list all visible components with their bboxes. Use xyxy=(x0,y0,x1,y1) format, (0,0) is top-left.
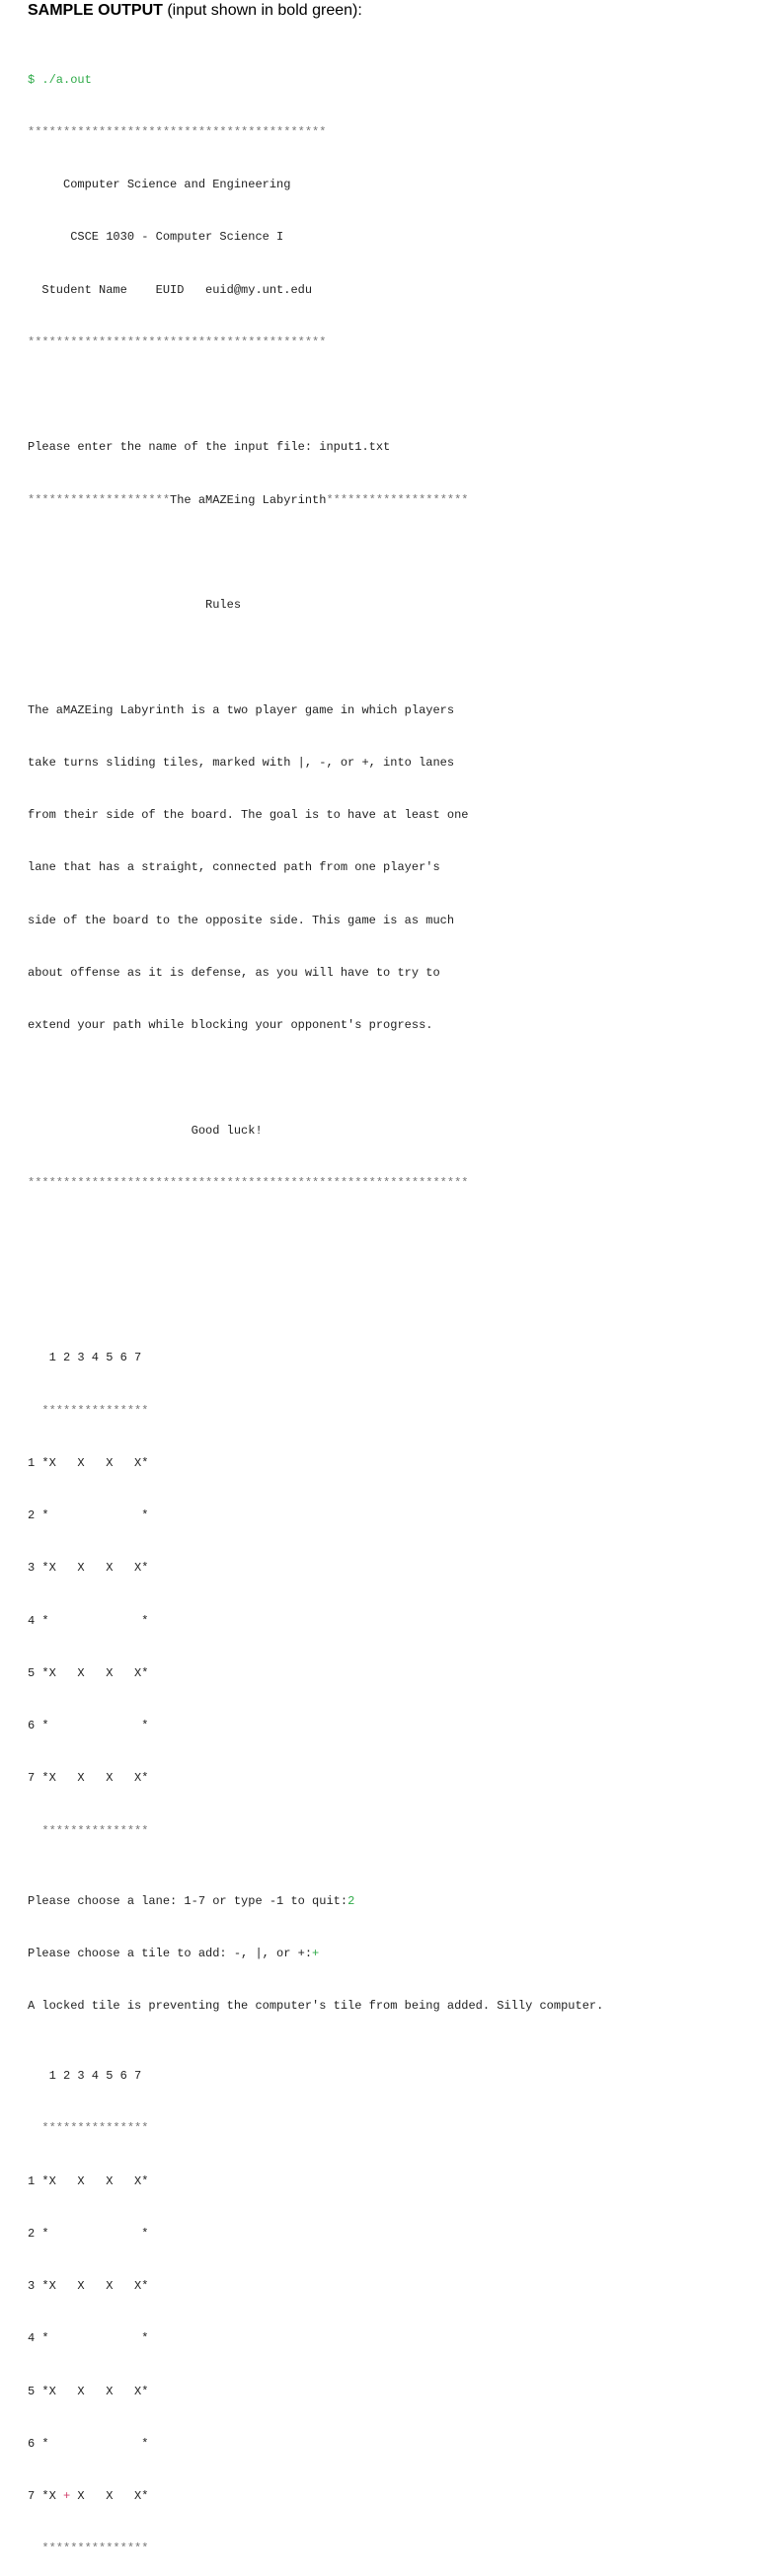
tile-input-value: + xyxy=(312,1946,320,1960)
board-1-row: 5 *X X X X* xyxy=(28,1665,149,1680)
added-plus-tile: + xyxy=(63,2489,71,2503)
rules-line: take turns sliding tiles, marked with |, -, or +, into lanes xyxy=(28,755,455,770)
rules-line: The aMAZEing Labyrinth is a two player game in which players xyxy=(28,702,455,717)
sample-output-heading xyxy=(28,2,362,20)
board-2-border-top: *************** xyxy=(28,2121,149,2136)
header-stars-top: ****************************************** xyxy=(28,124,327,139)
blank-line xyxy=(28,1069,603,1087)
game-title: The aMAZEing Labyrinth xyxy=(170,492,327,507)
header-line-1: Computer Science and Engineering xyxy=(28,178,291,191)
rules-line: about offense as it is defense, as you will have to try to xyxy=(28,965,440,980)
board-1-row: 1 *X X X X* xyxy=(28,1455,149,1470)
board-2-row: 4 * * xyxy=(28,2331,149,2346)
board-2-row-7 xyxy=(28,2488,603,2506)
rules-line: lane that has a straight, connected path from one player's xyxy=(28,860,440,875)
title-stars-right: ******************** xyxy=(326,492,469,507)
board-2-column-header: 1 2 3 4 5 6 7 xyxy=(28,2069,142,2083)
rules-line: from their side of the board. The goal is to have at least one xyxy=(28,808,469,822)
lane-prompt: Please choose a lane: 1-7 or type -1 to quit: xyxy=(28,1893,348,1908)
game-title-line xyxy=(28,492,603,510)
header-line-2: CSCE 1030 - Computer Science I xyxy=(28,230,284,245)
blank-line xyxy=(28,649,603,667)
heading-rest: (input shown in bold green): xyxy=(162,2,362,19)
row-7-prefix: 7 *X xyxy=(28,2489,64,2503)
lane-prompt-line xyxy=(28,1893,603,1911)
board-2-row: 1 *X X X X* xyxy=(28,2173,149,2188)
good-luck: Good luck! xyxy=(28,1123,263,1138)
header-stars-bottom: ****************************************** xyxy=(28,334,327,349)
title-stars-left: ******************** xyxy=(28,492,171,507)
shell-prompt: $ ./a.out xyxy=(28,72,92,87)
board-1-border-top: *************** xyxy=(28,1403,149,1418)
blank-line xyxy=(28,1280,603,1297)
tile-prompt: Please choose a tile to add: -, |, or +: xyxy=(28,1946,313,1960)
rules-stars-bottom: ************************************************************** xyxy=(28,1175,469,1190)
blank-line xyxy=(28,545,603,562)
board-1-row: 6 * * xyxy=(28,1719,149,1732)
board-1-border-bottom: *************** xyxy=(28,1823,149,1838)
lane-input-value: 2 xyxy=(347,1893,355,1908)
row-7-suffix: X X X* xyxy=(70,2489,149,2503)
board-1-row: 2 * * xyxy=(28,1509,149,1522)
tile-prompt-line xyxy=(28,1946,603,1963)
board-1-row: 3 *X X X X* xyxy=(28,1561,149,1576)
input-file-line xyxy=(28,439,603,457)
heading-bold: SAMPLE OUTPUT xyxy=(28,2,163,19)
header-line-3: Student Name EUID euid@my.unt.edu xyxy=(28,282,313,297)
board-2-row: 6 * * xyxy=(28,2436,149,2451)
input-file-prompt: Please enter the name of the input file: xyxy=(28,440,320,455)
rules-line: side of the board to the opposite side. This game is as much xyxy=(28,913,455,927)
rules-title: Rules xyxy=(28,598,242,612)
blank-line xyxy=(28,1227,603,1245)
input-file-value: input1.txt xyxy=(319,440,391,455)
board-2-border-bottom: *************** xyxy=(28,2541,149,2556)
blank-line xyxy=(28,387,603,405)
board-1-row: 4 * * xyxy=(28,1613,149,1628)
board-1-column-header: 1 2 3 4 5 6 7 xyxy=(28,1351,142,1365)
board-2-row: 2 * * xyxy=(28,2226,149,2241)
rules-line: extend your path while blocking your opponent's progress. xyxy=(28,1018,433,1032)
locked-tile-message: A locked tile is preventing the computer's tile from being added. Silly computer. xyxy=(28,1999,604,2013)
board-1-row: 7 *X X X X* xyxy=(28,1771,149,1786)
board-2-row: 5 *X X X X* xyxy=(28,2384,149,2398)
board-2-row: 3 *X X X X* xyxy=(28,2279,149,2293)
terminal-output xyxy=(28,37,603,2576)
